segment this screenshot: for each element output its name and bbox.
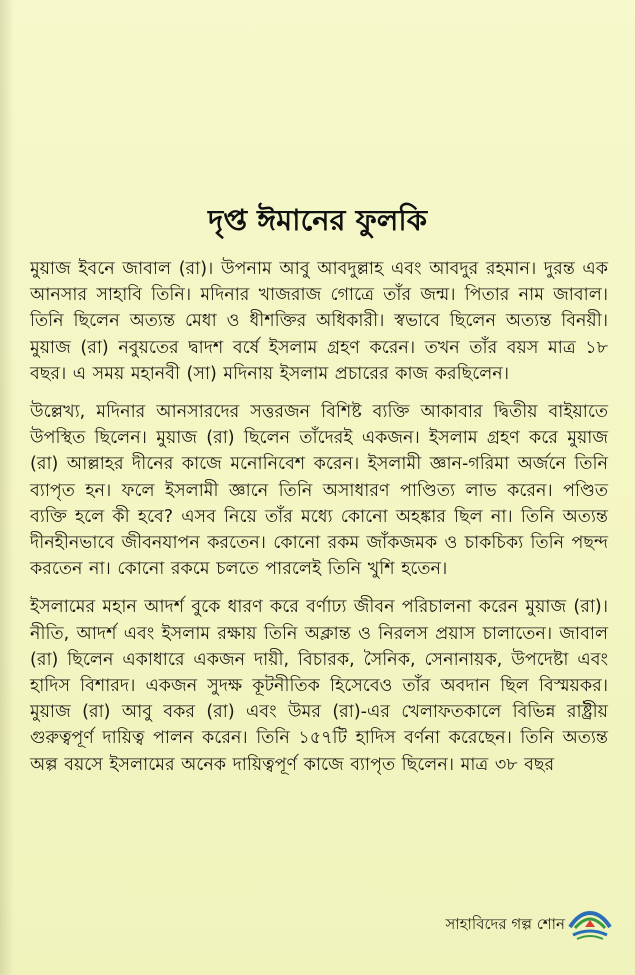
paragraph-2: উল্লেখ্য, মদিনার আনসারদের সত্তরজন বিশিষ্ট ব্যক্তি আকাবার দ্বিতীয় বাইয়াতে উপস্থিত ছিলেন। মুয়াজ (রা) ছিলেন তাঁদেরই একজন। ইসলাম গ্রহণ করে মুয়াজ (রা) আল্লাহর দীনের কাজে মনোনিবেশ করেন। ইসলামী জ্ঞান-গরিমা অর্জনে তিনি ব্যাপৃত হন। ফলে ইসলামী জ্ঞানে তিনি অসাধারণ পাণ্ডিত্য লাভ করেন। পণ্ডিত ব্যক্তি হলে কী হবে? এসব নিয়ে তাঁর মধ্যে কোনো অহঙ্কার ছিল না। তিনি অত্যন্ত দীনহীনভাবে জীবনযাপন করতেন। কোনো রকম জাঁকজমক ও চাকচিক্য তিনি পছন্দ করতেন না। কোনো রকমে চলতে পারলেই তিনি খুশি হতেন। bbox=[30, 402, 608, 580]
page-spine-shadow bbox=[0, 0, 14, 975]
paragraph-1: মুয়াজ ইবনে জাবাল (রা)। উপনাম আবু আবদুল্লাহ এবং আবদুর রহমান। দুরন্ত এক আনসার সাহাবি তিনি। মদিনার খাজরাজ গোত্রে তাঁর জন্ম। পিতার নাম জাবাল। তিনি ছিলেন অত্যন্ত মেধা ও ধীশক্তির অধিকারী। স্বভাবে ছিলেন অত্যন্ত বিনয়ী। মুয়াজ (রা) নবুয়তের দ্বাদশ বর্ষে ইসলাম গ্রহণ করেন। তখন তাঁর বয়স মাত্র ১৮ বছর। এ সময় মহানবী (সা) মদিনায় ইসলাম প্রচারের কাজ করছিলেন। bbox=[30, 259, 608, 384]
chapter-body bbox=[30, 256, 608, 790]
paragraph-3: ইসলামের মহান আদর্শ বুকে ধারণ করে বর্ণাঢ্য জীবন পরিচালনা করেন মুয়াজ (রা)। নীতি, আদর্শ এবং ইসলাম রক্ষায় তিনি অক্লান্ত ও নিরলস প্রয়াস চালাতেন। জাবাল (রা) ছিলেন একাধারে একজন দায়ী, বিচারক, সৈনিক, সেনানায়ক, উপদেষ্টা এবং হাদিস বিশারদ। একজন সুদক্ষ কূটনীতিক হিসেবেও তাঁর অবদান ছিল বিস্ময়কর। মুয়াজ (রা) আবু বকর (রা) এবং উমর (রা)-এর খেলাফতকালে বিভিন্ন রাষ্ট্রীয় গুরুত্বপূর্ণ দায়িত্ব পালন করেন। তিনি ১৫৭টি হাদিস বর্ণনা করেছেন। তিনি অত্যন্ত অল্প বয়সে ইসলামের অনেক দায়িত্বপূর্ণ কাজে ব্যাপৃত ছিলেন। মাত্র ৩৮ বছর bbox=[30, 597, 608, 775]
chapter-title: দৃপ্ত ঈমানের ফুলকি bbox=[207, 203, 427, 237]
series-title: সাহাবিদের গল্প শোন bbox=[445, 915, 565, 933]
page-footer bbox=[445, 905, 613, 943]
publisher-logo-icon bbox=[567, 905, 613, 943]
